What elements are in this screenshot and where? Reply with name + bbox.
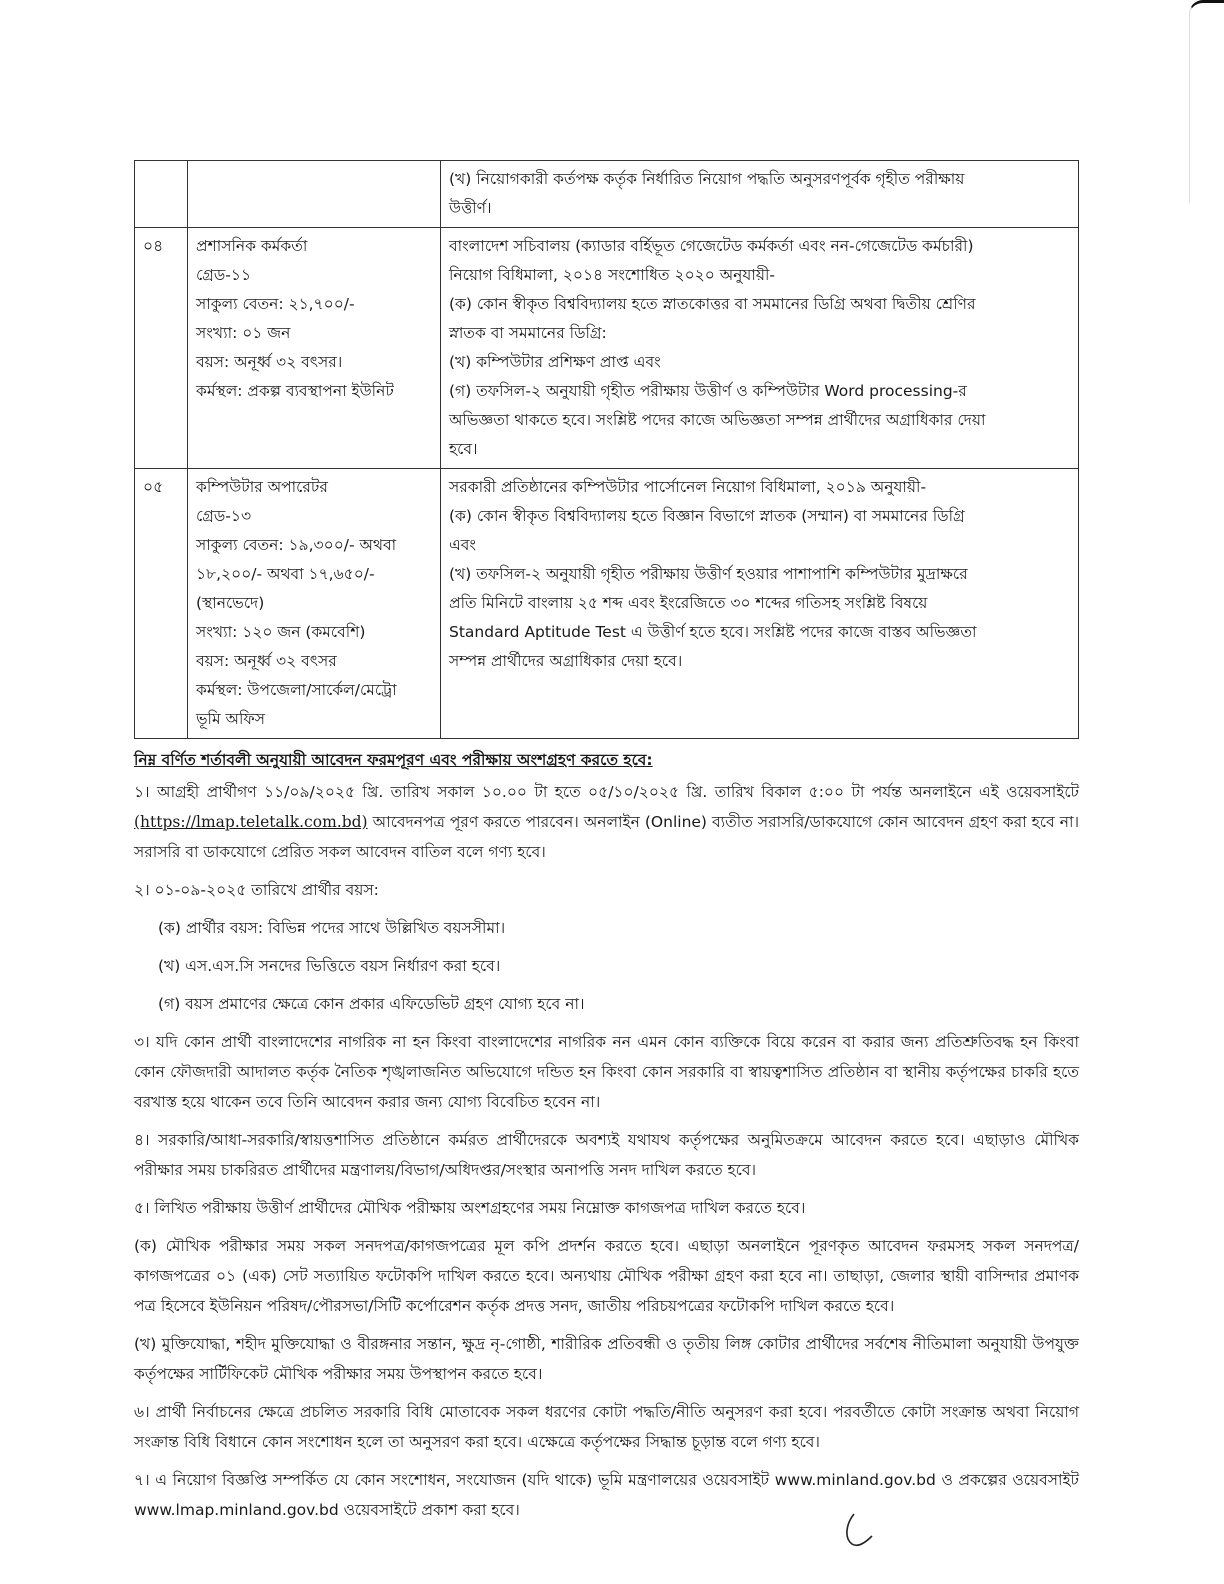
term-2-b: (খ) এস.এস.সি সনদের ভিত্তিতে বয়স নির্ধারণ করা হবে। <box>158 957 501 975</box>
term-2-c: (গ) বয়স প্রমাণের ক্ষেত্রে কোন প্রকার এফিডেভিট গ্রহণ যোগ্য হবে না। <box>158 995 585 1013</box>
qualification-line: নিয়োগ বিধিমালা, ২০১৪ সংশোধিত ২০২০ অনুযায়ী- <box>449 266 775 284</box>
term-1-text-b: আবেদনপত্র পূরণ করতে পারবেন। অনলাইন (Online) ব্যতীত সরাসরি/ডাকযোগে কোন আবেদন গ্রহণ করা হবে না। সরাসরি বা ডাকযোগে প্রেরিত সকল আবেদন বাতিল বলে গণ্য হবে। <box>134 813 1079 861</box>
posts-table <box>134 160 1079 739</box>
term-4: ৪। সরকারি/আধা-সরকারি/স্বায়ত্তশাসিত প্রতিষ্ঠানে কর্মরত প্রার্থীদেরকে অবশ্যই যথাযথ কর্তৃপক্ষের অনুমিতক্রমে আবেদন করতে হবে। এছাড়াও মৌখিক পরীক্ষার সময় চাকরিরত প্রার্থীদের মন্ত্রণালয়/বিভাগ/অধিদপ্তর/সংস্থার অনাপত্তি সনদ দাখিল করতে হবে। <box>134 1131 1079 1179</box>
qualification-line: (খ) কম্পিউটার প্রশিক্ষণ প্রাপ্ত এবং <box>449 353 661 371</box>
term-6: ৬। প্রার্থী নির্বাচনের ক্ষেত্রে প্রচলিত সরকারি বিধি মোতাবেক সকল ধরণের কোটা পদ্ধতি/নীতি অনুসরণ করা হবে। পরবর্তীতে কোটা সংক্রান্ত অথবা নিয়োগ সংক্রান্ত বিধি বিধানে কোন সংশোধন হলে তা অনুসরণ করা হবে। এক্ষেত্রে কর্তৃপক্ষের সিদ্ধান্ত চূড়ান্ত বলে গণ্য হবে। <box>134 1403 1079 1451</box>
term-5-b: (খ) মুক্তিযোদ্ধা, শহীদ মুক্তিযোদ্ধা ও বীরঙ্গনার সন্তান, ক্ষুদ্র নৃ-গোষ্ঠী, শারীরিক প্রতিবন্ধী ও তৃতীয় লিঙ্গ কোটার প্রার্থীদের সর্বশেষ নীতিমালা অনুযায়ী উপযুক্ত কর্তৃপক্ষের সার্টিফিকেট মৌখিক পরীক্ষার সময় উপস্থাপন করতে হবে। <box>134 1335 1079 1383</box>
term-7: ৭। এ নিয়োগ বিজ্ঞপ্তি সম্পর্কিত যে কোন সংশোধন, সংযোজন (যদি থাকে) ভূমি মন্ত্রণালয়ের ওয়েবসাইট www.minland.gov.bd ও প্রকল্পের ওয়েবসাইট www.lmap.minland.gov.bd ওয়েবসাইটে প্রকাশ করা হবে। <box>134 1471 1079 1519</box>
serial-cell: ০৪ <box>135 228 188 469</box>
signature-mark <box>840 1510 880 1550</box>
qualification-line: Standard Aptitude Test এ উত্তীর্ণ হতে হবে। সংশ্লিষ্ট পদের কাজে বাস্তব অভিজ্ঞতা <box>449 623 977 641</box>
post-detail-line: বয়স: অনূর্ধ্ব ৩২ বৎসর <box>196 652 337 670</box>
table-row <box>135 228 1079 469</box>
post-cell <box>188 469 441 739</box>
qualification-line: বাংলাদেশ সচিবালয় (ক্যাডার বর্হিভূত গেজেটেড কর্মকর্তা এবং নন-গেজেটেড কর্মচারী) <box>449 237 974 255</box>
term-2: ২। ০১-০৯-২০২৫ তারিখে প্রার্থীর বয়স: <box>134 881 379 899</box>
qualification-line: সরকারী প্রতিষ্ঠানের কম্পিউটার পার্সোনেল নিয়োগ বিধিমালা, ২০১৯ অনুযায়ী- <box>449 478 927 496</box>
qualification-line: স্নাতক বা সমমানের ডিগ্রি: <box>449 324 607 342</box>
post-detail-line: বয়স: অনূর্ধ্ব ৩২ বৎসর। <box>196 353 343 371</box>
term-5-a: (ক) মৌখিক পরীক্ষার সময় সকল সনদপত্র/কাগজপত্রের মূল কপি প্রদর্শন করতে হবে। এছাড়া অনলাইনে পূরণকৃত আবেদন ফরমসহ সকল সনদপত্র/কাগজপত্রের ০১ (এক) সেট সত্যায়িত ফটোকপি দাখিল করতে হবে। অন্যথায় মৌখিক পরীক্ষা গ্রহণ করা হবে না। তাছাড়া, জেলার স্থায়ী বাসিন্দার প্রমাণক পত্র হিসেবে ইউনিয়ন পরিষদ/পৌরসভা/সিটি কর্পোরেশন কর্তৃক প্রদত্ত সনদ, জাতীয় পরিচয়পত্রের ফটোকপি দাখিল করতে হবে। <box>134 1237 1079 1315</box>
terms-section <box>134 745 1079 1533</box>
qualification-line: উত্তীর্ণ। <box>449 199 492 217</box>
serial-cell: ০৫ <box>135 469 188 739</box>
post-cell <box>188 228 441 469</box>
post-cell <box>188 161 441 228</box>
term-3: ৩। যদি কোন প্রার্থী বাংলাদেশের নাগরিক না হন কিংবা বাংলাদেশের নাগরিক নন এমন কোন ব্যক্তিকে বিয়ে করেন বা করার জন্য প্রতিশ্রুতিবদ্ধ হন কিংবা কোন ফৌজদারী আদালত কর্তৃক নৈতিক শৃঙ্খলাজনিত অভিযোগে দন্ডিত হন কিংবা কোন সরকারি বা স্বায়ত্বশাসিত প্রতিষ্ঠান বা স্থানীয় কর্তৃপক্ষের চাকরি হতে বরখাস্ত হয়ে থাকেন তবে তিনি আবেদন করার জন্য যোগ্য বিবেচিত হবেন না। <box>134 1033 1079 1111</box>
qualification-line: প্রতি মিনিটে বাংলায় ২৫ শব্দ এবং ইংরেজিতে ৩০ শব্দের গতিসহ সংশ্লিষ্ট বিষয়ে <box>449 594 928 612</box>
post-detail-line: (স্থানভেদে) <box>196 594 265 612</box>
term-2-a: (ক) প্রার্থীর বয়স: বিভিন্ন পদের সাথে উল্লিখিত বয়সসীমা। <box>158 919 506 937</box>
post-detail-line: কর্মস্থল: উপজেলা/সার্কেল/মেট্রো <box>196 681 397 699</box>
post-detail-line: কম্পিউটার অপারেটর <box>196 478 328 496</box>
qualification-line: (খ) তফসিল-২ অনুযায়ী গৃহীত পরীক্ষায় উত্তীর্ণ হওয়ার পাশাপাশি কম্পিউটার মুদ্রাক্ষরে <box>449 565 968 583</box>
table-row <box>135 469 1079 739</box>
table-row <box>135 161 1079 228</box>
qualification-line: (ক) কোন স্বীকৃত বিশ্ববিদ্যালয় হতে স্নাতকোত্তর বা সমমানের ডিগ্রি অথবা দ্বিতীয় শ্রেণির <box>449 295 976 313</box>
post-detail-line: সাকুল্য বেতন: ২১,৭০০/- <box>196 295 355 313</box>
post-detail-line: সাকুল্য বেতন: ১৯,৩০০/- অথবা <box>196 536 397 554</box>
post-detail-line: সংখ্যা: ১২০ জন (কমবেশি) <box>196 623 366 641</box>
qualification-line: এবং <box>449 536 477 554</box>
qualification-cell <box>441 161 1079 228</box>
post-detail-line: গ্রেড-১১ <box>196 266 252 284</box>
post-detail-line: কর্মস্থল: প্রকল্প ব্যবস্থাপনা ইউনিট <box>196 382 394 400</box>
term-1-text-a: ১। আগ্রহী প্রার্থীগণ ১১/০৯/২০২৫ খ্রি. তারিখ সকাল ১০.০০ টা হতে ০৫/১০/২০২৫ খ্রি. তারিখ বিকাল ৫:০০ টা পর্যন্ত অনলাইনে এই ওয়েবসাইটে <box>134 783 1079 801</box>
qualification-line: সম্পন্ন প্রার্থীদের অগ্রাধিকার দেয়া হবে। <box>449 652 683 670</box>
term-1 <box>134 777 1079 867</box>
term-5: ৫। লিখিত পরীক্ষায় উত্তীর্ণ প্রার্থীদের মৌখিক পরীক্ষায় অংশগ্রহণের সময় নিম্নোক্ত কাগজপত্র দাখিল করতে হবে। <box>134 1199 806 1217</box>
post-detail-line: ১৮,২০০/- অথবা ১৭,৬৫০/- <box>196 565 375 583</box>
post-detail-line: ভূমি অফিস <box>196 710 265 728</box>
qualification-line: হবে। <box>449 440 478 458</box>
qualification-line: (ক) কোন স্বীকৃত বিশ্ববিদ্যালয় হতে বিজ্ঞান বিভাগে স্নাতক (সম্মান) বা সমমানের ডিগ্রি <box>449 507 965 525</box>
qualification-line: অভিজ্ঞতা থাকতে হবে। সংশ্লিষ্ট পদের কাজে অভিজ্ঞতা সম্পন্ন প্রার্থীদের অগ্রাধিকার দেয়া <box>449 411 986 429</box>
qualification-cell <box>441 469 1079 739</box>
qualification-line: (খ) নিয়োগকারী কর্তপক্ষ কর্তৃক নির্ধারিত নিয়োগ পদ্ধতি অনুসরণপূর্বক গৃহীত পরীক্ষায় <box>449 170 965 188</box>
post-detail-line: প্রশাসনিক কর্মকর্তা <box>196 237 308 255</box>
page-corner-edge <box>1189 0 1224 203</box>
qualification-cell <box>441 228 1079 469</box>
post-detail-line: সংখ্যা: ০১ জন <box>196 324 291 342</box>
serial-cell <box>135 161 188 228</box>
post-detail-line: গ্রেড-১৩ <box>196 507 252 525</box>
qualification-line: (গ) তফসিল-২ অনুযায়ী গৃহীত পরীক্ষায় উত্তীর্ণ ও কম্পিউটার Word processing-র <box>449 382 967 400</box>
application-site-link[interactable]: (https://lmap.teletalk.com.bd) <box>134 813 368 831</box>
terms-heading: নিম্ন বর্ণিত শর্তাবলী অনুযায়ী আবেদন ফরমপূরণ এবং পরীক্ষায় অংশগ্রহণ করতে হবে: <box>134 751 653 769</box>
